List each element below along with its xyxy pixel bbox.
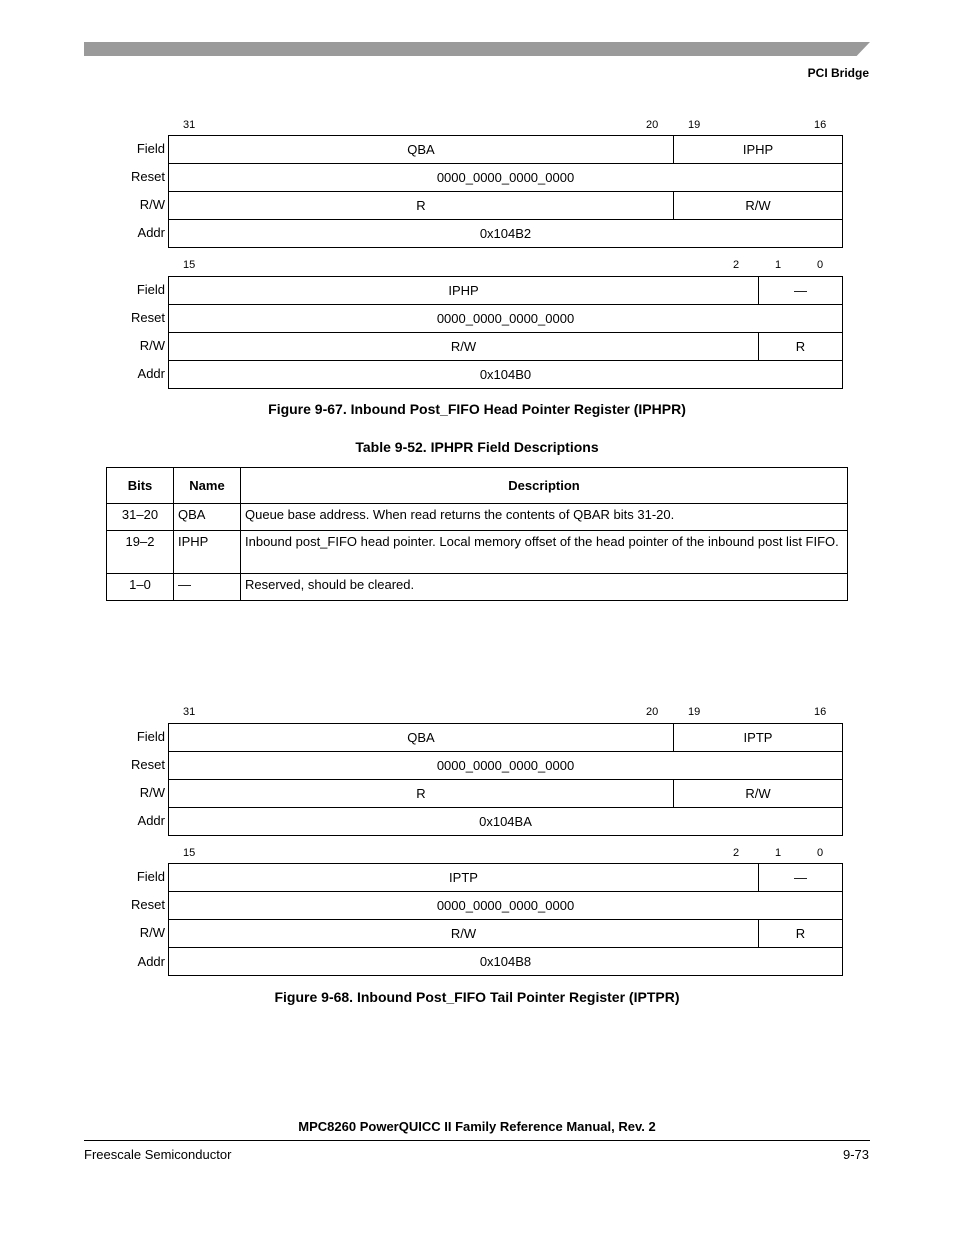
field-reserved: — — [759, 864, 843, 892]
addr-value: 0x104BA — [169, 808, 843, 836]
bit-number: 19 — [688, 119, 701, 131]
cell-description: Inbound post_FIFO head pointer. Local memory offset of the head pointer of the inbound post list FIFO. — [241, 531, 848, 574]
table-row — [107, 531, 848, 574]
figure-caption: Figure 9-68. Inbound Post_FIFO Tail Pointer Register (IPTPR) — [274, 989, 680, 1005]
field-reserved: — — [759, 277, 843, 305]
rw-value: R/W — [674, 780, 843, 808]
field-iptp: IPTP — [674, 724, 843, 752]
register-table-lower — [168, 276, 843, 389]
row-label-field: Field — [136, 869, 165, 884]
cell-name: IPHP — [174, 531, 241, 574]
footer-divider — [84, 1140, 870, 1141]
addr-value: 0x104B0 — [169, 361, 843, 389]
cell-description: Reserved, should be cleared. — [241, 574, 848, 601]
bit-number: 20 — [646, 119, 659, 131]
cell-name: — — [174, 574, 241, 601]
cell-bits: 1–0 — [107, 574, 174, 601]
bit-number: 2 — [733, 847, 740, 859]
field-iphp: IPHP — [169, 277, 759, 305]
reset-value: 0000_0000_0000_0000 — [169, 305, 843, 333]
column-header-name: Name — [174, 468, 241, 504]
field-qba: QBA — [169, 724, 674, 752]
footer-manual-title: MPC8260 PowerQUICC II Family Reference Manual, Rev. 2 — [298, 1119, 656, 1134]
addr-value: 0x104B8 — [169, 948, 843, 976]
column-header-description: Description — [241, 468, 848, 504]
field-iphp: IPHP — [674, 136, 843, 164]
table-row — [107, 504, 848, 531]
row-label-field: Field — [136, 729, 165, 744]
section-title: PCI Bridge — [807, 66, 869, 80]
cell-bits: 31–20 — [107, 504, 174, 531]
table-row — [107, 574, 848, 601]
rw-value: R/W — [169, 333, 759, 361]
row-label-rw: R/W — [139, 925, 165, 940]
bit-number: 16 — [814, 119, 827, 131]
bit-number: 0 — [817, 259, 824, 271]
rw-value: R — [169, 192, 674, 220]
bit-number: 20 — [646, 706, 659, 718]
bit-number: 2 — [733, 259, 740, 271]
cell-name: QBA — [174, 504, 241, 531]
row-label-reset: Reset — [131, 897, 165, 912]
bit-number: 31 — [183, 706, 196, 718]
register-table-upper — [168, 135, 843, 248]
bit-number: 15 — [183, 847, 196, 859]
rw-value: R/W — [169, 920, 759, 948]
column-header-bits: Bits — [107, 468, 174, 504]
table-title: Table 9-52. IPHPR Field Descriptions — [355, 439, 599, 455]
register-table-upper — [168, 723, 843, 836]
figure-caption: Figure 9-67. Inbound Post_FIFO Head Pointer Register (IPHPR) — [268, 401, 686, 417]
row-label-reset: Reset — [131, 757, 165, 772]
bit-number: 1 — [775, 847, 782, 859]
bit-number: 16 — [814, 706, 827, 718]
row-label-addr: Addr — [137, 225, 165, 240]
row-label-addr: Addr — [137, 366, 165, 381]
row-label-rw: R/W — [139, 785, 165, 800]
register-table-lower — [168, 863, 843, 976]
row-label-reset: Reset — [131, 169, 165, 184]
rw-value: R — [759, 333, 843, 361]
reset-value: 0000_0000_0000_0000 — [169, 752, 843, 780]
bit-number: 1 — [775, 259, 782, 271]
field-qba: QBA — [169, 136, 674, 164]
row-label-reset: Reset — [131, 310, 165, 325]
row-label-field: Field — [136, 141, 165, 156]
page-number: 9-73 — [842, 1147, 869, 1162]
footer-company: Freescale Semiconductor — [84, 1147, 232, 1162]
reset-value: 0000_0000_0000_0000 — [169, 164, 843, 192]
reset-value: 0000_0000_0000_0000 — [169, 892, 843, 920]
row-label-addr: Addr — [137, 813, 165, 828]
row-label-rw: R/W — [139, 197, 165, 212]
rw-value: R — [759, 920, 843, 948]
rw-value: R — [169, 780, 674, 808]
field-iptp: IPTP — [169, 864, 759, 892]
row-label-addr: Addr — [137, 954, 165, 969]
bit-number: 31 — [183, 119, 196, 131]
cell-description: Queue base address. When read returns the contents of QBAR bits 31-20. — [241, 504, 848, 531]
bit-number: 19 — [688, 706, 701, 718]
addr-value: 0x104B2 — [169, 220, 843, 248]
cell-bits: 19–2 — [107, 531, 174, 574]
rw-value: R/W — [674, 192, 843, 220]
header-bar — [84, 42, 870, 56]
row-label-rw: R/W — [139, 338, 165, 353]
bit-number: 0 — [817, 847, 824, 859]
bit-number: 15 — [183, 259, 196, 271]
row-label-field: Field — [136, 282, 165, 297]
field-descriptions-table — [106, 467, 848, 601]
table-header-row — [107, 468, 848, 504]
